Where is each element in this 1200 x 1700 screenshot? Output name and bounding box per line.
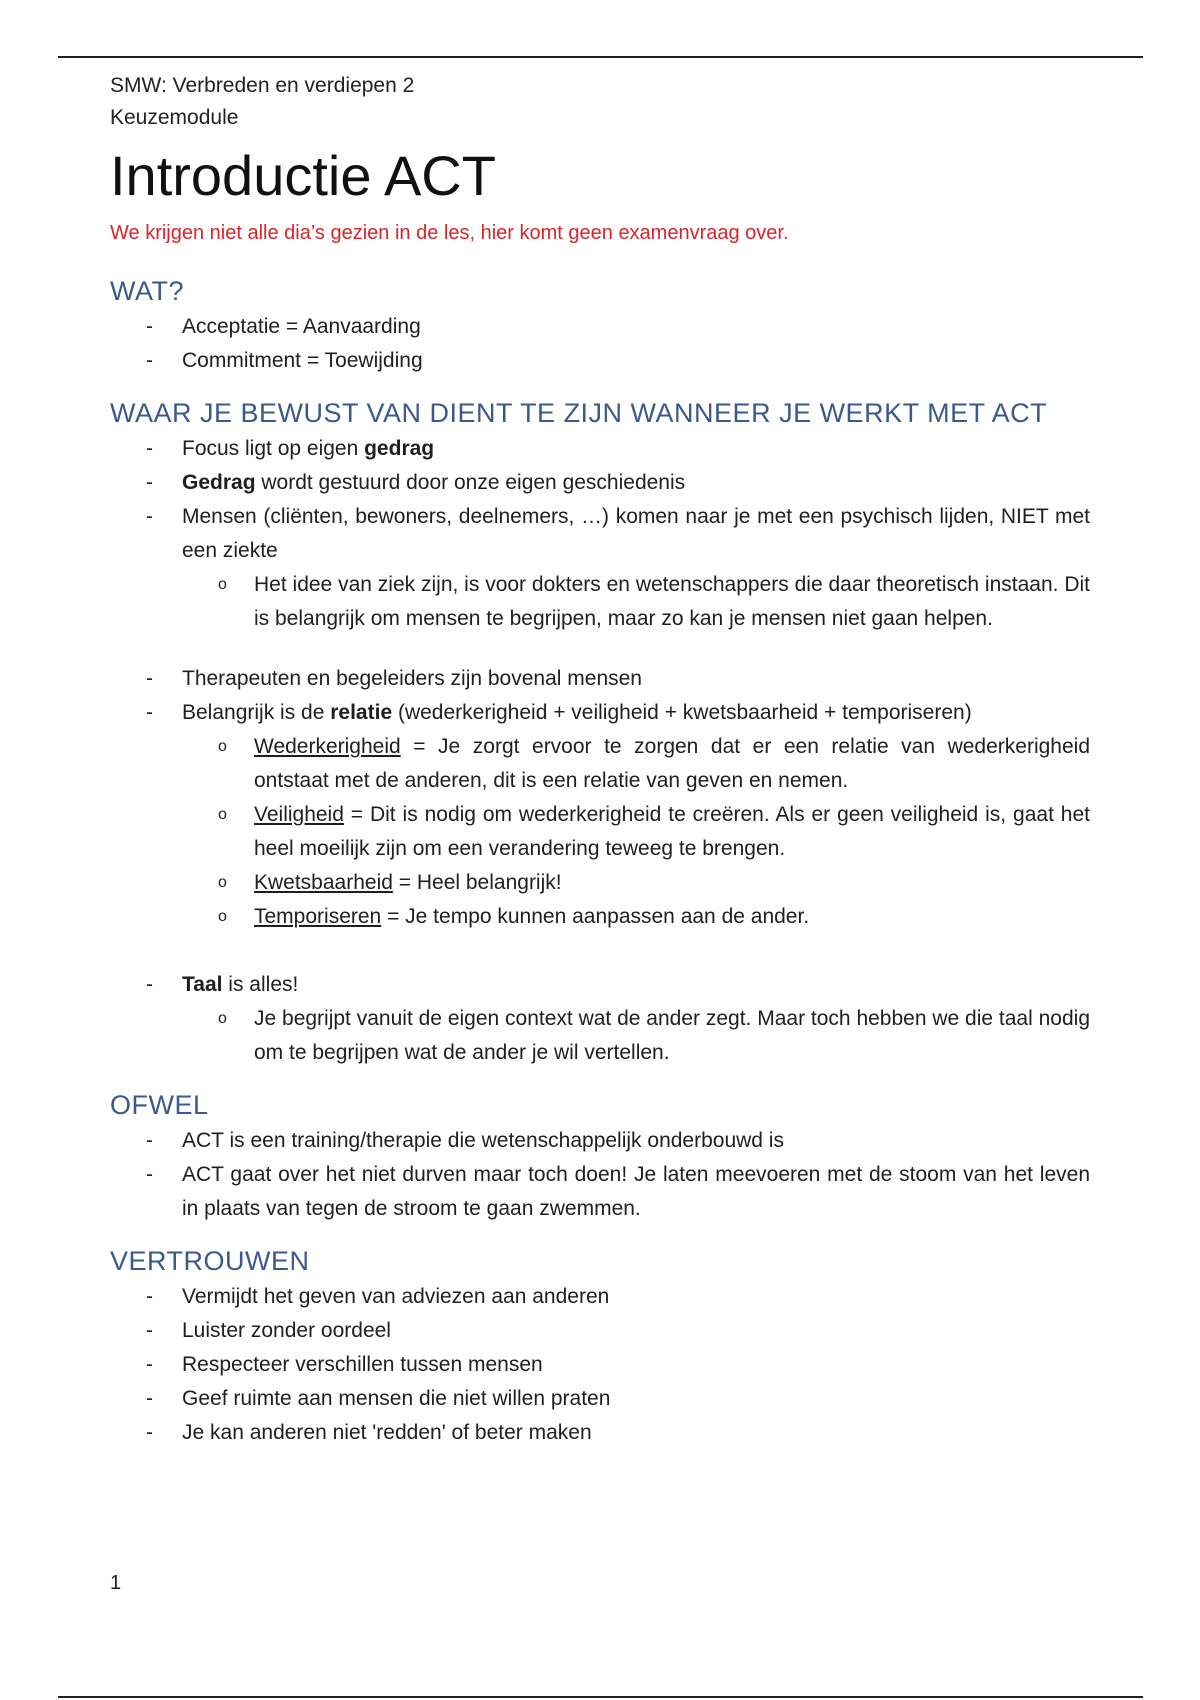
- spacer: [110, 636, 1090, 662]
- heading-vertrouwen: VERTROUWEN: [110, 1246, 310, 1276]
- dash-bullet: -: [146, 437, 153, 460]
- list-item: - Gedrag wordt gestuurd door onze eigen geschiedenis: [110, 466, 1090, 500]
- heading-wat: WAT?: [110, 276, 184, 306]
- spacer: [110, 934, 1090, 968]
- circle-bullet: o: [218, 1010, 227, 1027]
- top-rule: [58, 56, 1143, 58]
- circle-bullet: o: [218, 738, 227, 755]
- list-item: - Vermijdt het geven van adviezen aan anderen: [110, 1280, 1090, 1314]
- dash-bullet: -: [146, 1319, 153, 1342]
- sublist-item: o Je begrijpt vanuit de eigen context wat de ander zegt. Maar toch hebben we die taal nodig om te begrijpen wat de ander je wil vertellen.: [182, 1002, 1090, 1070]
- bottom-rule: [58, 1696, 1143, 1698]
- dash-bullet: -: [146, 1353, 153, 1376]
- page-number: 1: [110, 1572, 122, 1594]
- list-item: - Je kan anderen niet 'redden' of beter maken: [110, 1416, 1090, 1450]
- list-item: - Focus ligt op eigen gedrag: [110, 432, 1090, 466]
- list-item: - ACT is een training/therapie die wetenschappelijk onderbouwd is: [110, 1124, 1090, 1158]
- document-body: [110, 70, 1090, 1450]
- dash-bullet: -: [146, 471, 153, 494]
- list-item: - Acceptatie = Aanvaarding: [110, 310, 1090, 344]
- list-bewust: [110, 432, 1090, 1070]
- dash-bullet: -: [146, 1387, 153, 1410]
- list-item: - Therapeuten en begeleiders zijn bovenal mensen: [110, 662, 1090, 696]
- dash-bullet: -: [146, 701, 153, 724]
- exam-note: We krijgen niet alle dia’s gezien in de les, hier komt geen examenvraag over.: [110, 222, 789, 244]
- dash-bullet: -: [146, 349, 153, 372]
- sublist: [182, 568, 1090, 636]
- list-ofwel: [110, 1124, 1090, 1226]
- circle-bullet: o: [218, 806, 227, 823]
- heading-bewust: WAAR JE BEWUST VAN DIENT TE ZIJN WANNEER JE WERKT MET ACT: [110, 398, 1048, 428]
- sublist-item: o Kwetsbaarheid = Heel belangrijk!: [182, 866, 1090, 900]
- list-item: - Taal is alles! o Je begrijpt vanuit de eigen context wat de ander zegt. Maar toch hebben we die taal nodig om te begrijpen wat de ander je wil vertellen.: [110, 968, 1090, 1070]
- sublist: [182, 730, 1090, 934]
- list-wat: [110, 310, 1090, 378]
- dash-bullet: -: [146, 1421, 153, 1444]
- list-item: - Belangrijk is de relatie (wederkerigheid + veiligheid + kwetsbaarheid + temporiseren) o Wederkerigheid = Je zorgt ervoor te zorgen dat er een relatie van wederkerigheid ontstaat met de anderen, dit is een relatie van geven en nemen. o Veiligheid = Dit is nodig om wederkerigheid te creëren. Als er geen veiligheid is, gaat het heel moeilijk zijn om een verandering teweeg te brengen. o Kwetsbaarheid = Heel belangrijk! o Temporiseren = Je tempo kunnen aanpassen aan de ander.: [110, 696, 1090, 934]
- dash-bullet: -: [146, 667, 153, 690]
- dash-bullet: -: [146, 973, 153, 996]
- dash-bullet: -: [146, 505, 153, 528]
- sublist-item: o Temporiseren = Je tempo kunnen aanpassen aan de ander.: [182, 900, 1090, 934]
- sublist-item: o Wederkerigheid = Je zorgt ervoor te zorgen dat er een relatie van wederkerigheid ontstaat met de anderen, dit is een relatie van geven en nemen.: [182, 730, 1090, 798]
- list-item: - Geef ruimte aan mensen die niet willen praten: [110, 1382, 1090, 1416]
- dash-bullet: -: [146, 1285, 153, 1308]
- page-title: Introductie ACT: [110, 144, 496, 207]
- sublist-item: o Het idee van ziek zijn, is voor dokters en wetenschappers die daar theoretisch instaan. Dit is belangrijk om mensen te begrijpen, maar zo kan je mensen niet gaan helpen.: [182, 568, 1090, 636]
- module-name: Keuzemodule: [110, 106, 239, 129]
- circle-bullet: o: [218, 576, 227, 593]
- list-item: - Luister zonder oordeel: [110, 1314, 1090, 1348]
- heading-ofwel: OFWEL: [110, 1090, 209, 1120]
- circle-bullet: o: [218, 908, 227, 925]
- circle-bullet: o: [218, 874, 227, 891]
- list-vertrouwen: [110, 1280, 1090, 1450]
- list-item: - ACT gaat over het niet durven maar toch doen! Je laten meevoeren met de stoom van het leven in plaats van tegen de stroom te gaan zwemmen.: [110, 1158, 1090, 1226]
- course-name: SMW: Verbreden en verdiepen 2: [110, 74, 415, 97]
- list-item: - Mensen (cliënten, bewoners, deelnemers, …) komen naar je met een psychisch lijden, NIET met een ziekte o Het idee van ziek zijn, is voor dokters en wetenschappers die daar theoretisch instaan. Dit is belangrijk om mensen te begrijpen, maar zo kan je mensen niet gaan helpen.: [110, 500, 1090, 636]
- list-item: - Respecteer verschillen tussen mensen: [110, 1348, 1090, 1382]
- list-item: - Commitment = Toewijding: [110, 344, 1090, 378]
- dash-bullet: -: [146, 1163, 153, 1186]
- sublist: [182, 1002, 1090, 1070]
- dash-bullet: -: [146, 1129, 153, 1152]
- dash-bullet: -: [146, 315, 153, 338]
- sublist-item: o Veiligheid = Dit is nodig om wederkerigheid te creëren. Als er geen veiligheid is, gaat het heel moeilijk zijn om een verandering teweeg te brengen.: [182, 798, 1090, 866]
